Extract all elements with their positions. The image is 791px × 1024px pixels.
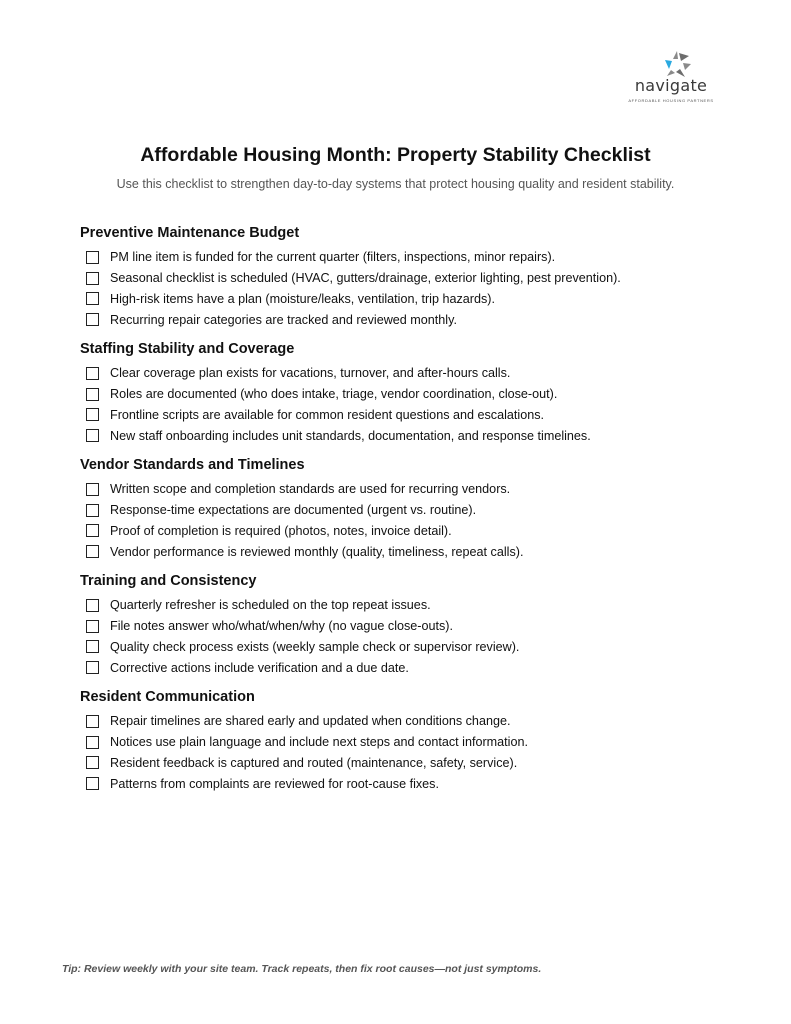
checklist-item-text: Notices use plain language and include next steps and contact information. — [110, 735, 528, 750]
brand-wordmark: navigate — [634, 76, 708, 95]
checklist-item[interactable] — [80, 289, 740, 310]
checklist-item[interactable] — [80, 268, 740, 289]
checkbox[interactable] — [86, 272, 99, 285]
checklist-item-text: Patterns from complaints are reviewed for root-cause fixes. — [110, 776, 439, 791]
checklist-item-text: Seasonal checklist is scheduled (HVAC, gutters/drainage, exterior lighting, pest prevention). — [110, 271, 621, 286]
section-resident-communication — [80, 688, 740, 794]
checkbox[interactable] — [86, 545, 99, 558]
checklist-item-text: Response-time expectations are documented (urgent vs. routine). — [110, 503, 477, 518]
checklist-item-text: New staff onboarding includes unit standards, documentation, and response timelines. — [110, 428, 591, 443]
checklist-item-text: Quality check process exists (weekly sample check or supervisor review). — [110, 639, 520, 654]
checkbox[interactable] — [86, 429, 99, 442]
checkbox[interactable] — [86, 367, 99, 380]
checkbox[interactable] — [86, 777, 99, 790]
checkbox[interactable] — [86, 388, 99, 401]
checkbox[interactable] — [86, 661, 99, 674]
section-heading: Staffing Stability and Coverage — [80, 341, 295, 357]
checklist-item[interactable] — [80, 541, 740, 562]
checklist-item[interactable] — [80, 637, 740, 658]
checklist-item[interactable] — [80, 773, 740, 794]
section-heading: Vendor Standards and Timelines — [80, 457, 305, 473]
checklist-item-text: Clear coverage plan exists for vacations, turnover, and after-hours calls. — [110, 366, 511, 381]
section-heading: Resident Communication — [80, 689, 255, 705]
checklist-item-text: Vendor performance is reviewed monthly (quality, timeliness, repeat calls). — [110, 544, 524, 559]
checklist-item[interactable] — [80, 657, 740, 678]
checklist-item[interactable] — [80, 500, 740, 521]
brand-tagline: AFFORDABLE HOUSING PARTNERS — [628, 98, 714, 103]
checkbox[interactable] — [86, 292, 99, 305]
checklist-item-text: PM line item is funded for the current quarter (filters, inspections, minor repairs). — [110, 250, 556, 265]
checklist-item-text: Repair timelines are shared early and updated when conditions change. — [110, 714, 511, 729]
checklist-item[interactable] — [80, 425, 740, 446]
checklist-item-text: Written scope and completion standards are used for recurring vendors. — [110, 482, 511, 497]
checklist-item-text: Corrective actions include verification and a due date. — [110, 660, 409, 675]
checkbox[interactable] — [86, 715, 99, 728]
checkbox[interactable] — [86, 524, 99, 537]
checklist-item[interactable] — [80, 616, 740, 637]
page-title: Affordable Housing Month: Property Stability Checklist — [140, 144, 651, 166]
checklist-item-text: Recurring repair categories are tracked and reviewed monthly. — [110, 312, 457, 327]
checklist-item-text: Quarterly refresher is scheduled on the top repeat issues. — [110, 598, 431, 613]
page-subtitle: Use this checklist to strengthen day-to-day systems that protect housing quality and resident stability. — [116, 177, 675, 191]
checklist-item-text: Frontline scripts are available for common resident questions and escalations. — [110, 407, 545, 422]
checklist-item[interactable] — [80, 363, 740, 384]
checklist-item[interactable] — [80, 479, 740, 500]
section-vendor-standards — [80, 456, 740, 562]
checkbox[interactable] — [86, 599, 99, 612]
checklist-item[interactable] — [80, 595, 740, 616]
checkbox[interactable] — [86, 736, 99, 749]
checkbox[interactable] — [86, 620, 99, 633]
checklist-item[interactable] — [80, 753, 740, 774]
checklist-item[interactable] — [80, 521, 740, 542]
checkbox[interactable] — [86, 640, 99, 653]
checklist-item[interactable] — [80, 405, 740, 426]
checkbox[interactable] — [86, 313, 99, 326]
checkbox[interactable] — [86, 504, 99, 517]
checklist-item[interactable] — [80, 384, 740, 405]
checkbox[interactable] — [86, 408, 99, 421]
brand-logo — [624, 50, 718, 110]
checklist-item-text: File notes answer who/what/when/why (no vague close-outs). — [110, 619, 454, 634]
checkbox[interactable] — [86, 756, 99, 769]
checklist-item[interactable] — [80, 309, 740, 330]
section-heading: Preventive Maintenance Budget — [80, 225, 300, 241]
checklist-item[interactable] — [80, 711, 740, 732]
section-training-consistency — [80, 572, 740, 678]
section-preventive-maintenance — [80, 224, 740, 330]
section-heading: Training and Consistency — [80, 573, 257, 589]
checkbox[interactable] — [86, 251, 99, 264]
checkbox[interactable] — [86, 483, 99, 496]
section-staffing-stability — [80, 340, 740, 446]
checklist-item-text: Proof of completion is required (photos, notes, invoice detail). — [110, 523, 452, 538]
checklist-item-text: Resident feedback is captured and routed (maintenance, safety, service). — [110, 755, 518, 770]
checklist-item[interactable] — [80, 247, 740, 268]
checklist-item-text: High-risk items have a plan (moisture/leaks, ventilation, trip hazards). — [110, 291, 495, 306]
checklist-item-text: Roles are documented (who does intake, triage, vendor coordination, close-out). — [110, 387, 558, 402]
star-icon — [662, 50, 692, 78]
checklist-item[interactable] — [80, 732, 740, 753]
footer-tip: Tip: Review weekly with your site team. Track repeats, then fix root causes—not just symptoms. — [62, 963, 542, 975]
